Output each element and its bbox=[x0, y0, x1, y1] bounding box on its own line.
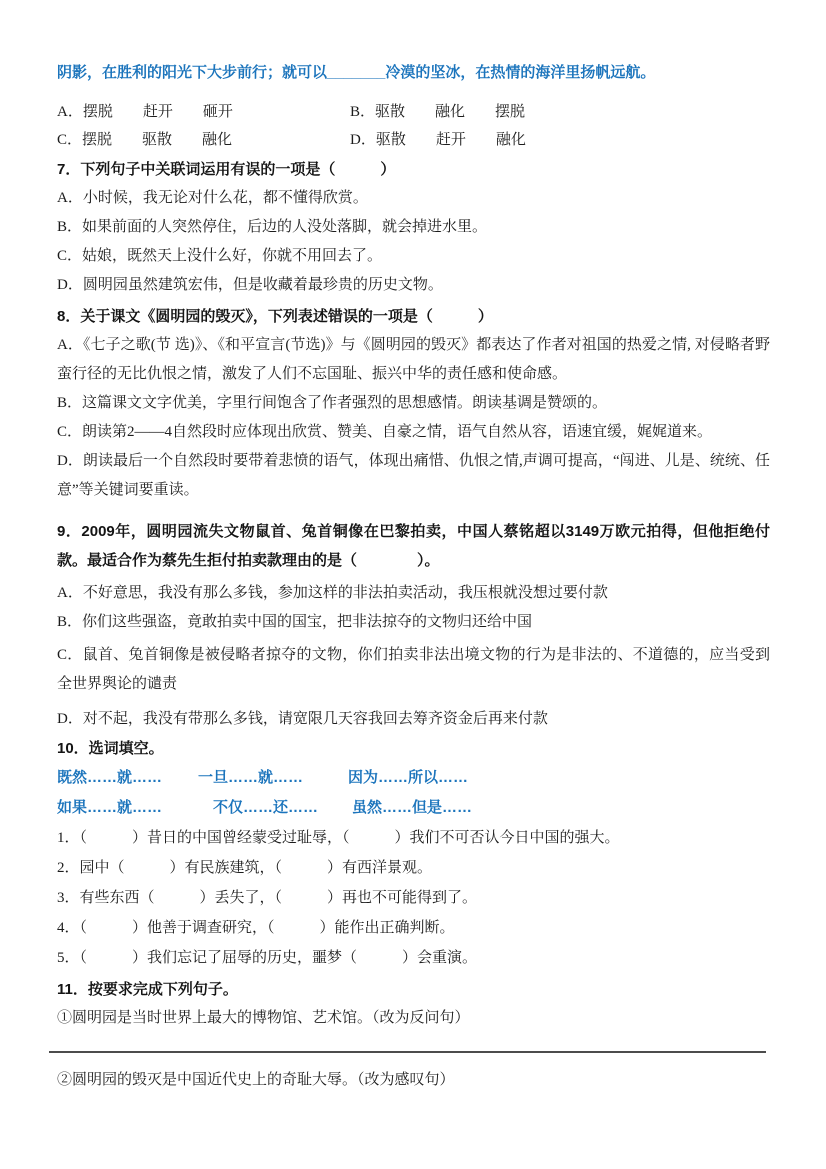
q9-option-c: C．鼠首、兔首铜像是被侵略者掠夺的文物，你们拍卖非法出境文物的行为是非法的、不道德的，应当受到全世界舆论的谴责 bbox=[57, 647, 770, 692]
q11-title: 11．按要求完成下列句子。 bbox=[57, 981, 238, 998]
q9-option-a: A．不好意思，我没有那么多钱，参加这样的非法拍卖活动，我压根就没想过要付款 bbox=[57, 585, 608, 601]
q9-option-b: B．你们这些强盗，竟敢拍卖中国的国宝，把非法掠夺的文物归还给中国 bbox=[57, 614, 533, 630]
q10-item-2: 2．园中（ ）有民族建筑，（ ）有西洋景观。 bbox=[57, 860, 433, 876]
q7-option-d: D．圆明园虽然建筑宏伟，但是收藏着最珍贵的历史文物。 bbox=[57, 277, 443, 293]
q7-title: 7．下列句子中关联词运用有误的一项是（ ） bbox=[57, 161, 396, 178]
q9-option-d: D．对不起，我没有带那么多钱，请宽限几天容我回去筹齐资金后再来付款 bbox=[57, 711, 548, 727]
q6-option-a: A．摆脱 赶开 砸开 bbox=[57, 104, 233, 120]
q6-options-grid bbox=[57, 98, 770, 154]
q11-item-1: ①圆明园是当时世界上最大的博物馆、艺术馆。（改为反问句） bbox=[57, 1010, 470, 1026]
word-bank-phrase-5: 不仅……还…… bbox=[213, 799, 319, 816]
q7-option-a: A．小时候，我无论对什么花，都不懂得欣赏。 bbox=[57, 190, 368, 206]
q11-item-2: ②圆明园的毁灭是中国近代史上的奇耻大辱。（改为感叹句） bbox=[57, 1072, 455, 1088]
q6-stem-continuation: 阴影，在胜利的阳光下大步前行；就可以_______冷漠的坚冰，在热情的海洋里扬帆远航。 bbox=[57, 64, 656, 81]
q6-option-c: C．摆脱 驱散 融化 bbox=[57, 132, 233, 148]
q8-title: 8．关于课文《圆明园的毁灭》，下列表述错误的一项是（ ） bbox=[57, 308, 493, 325]
q10-item-1: 1．（ ）昔日的中国曾经蒙受过耻辱，（ ）我们不可否认今日中国的强大。 bbox=[57, 830, 620, 846]
q10-item-4: 4．（ ）他善于调查研究，（ ）能作出正确判断。 bbox=[57, 920, 455, 936]
q6-option-d: D．驱散 赶开 融化 bbox=[350, 132, 526, 148]
q7-option-b: B．如果前面的人突然停住，后边的人没处落脚，就会掉进水里。 bbox=[57, 219, 488, 235]
word-bank-phrase-6: 虽然……但是…… bbox=[352, 799, 473, 816]
q10-item-5: 5．（ ）我们忘记了屈辱的历史，噩梦（ ）会重演。 bbox=[57, 950, 478, 966]
q10-item-3: 3．有些东西（ ）丢失了，（ ）再也不可能得到了。 bbox=[57, 890, 478, 906]
q8-option-a: A．《七子之歌(节 选)》、《和平宣言(节选)》与《圆明园的毁灭》都表达了作者对祖国的热爱之情, 对侵略者野蛮行径的无比仇恨之情，激发了人们不忘国耻、振兴中华的责任感和使命感。 bbox=[57, 337, 770, 382]
q10-word-bank-row-1 bbox=[57, 763, 770, 793]
q9-stem: 9．2009年，圆明园流失文物鼠首、兔首铜像在巴黎拍卖，中国人蔡铭超以3149万欧元拍得，但他拒绝付款。最适合作为蔡先生拒付拍卖款理由的是（ ）。 bbox=[57, 523, 770, 569]
q7-option-c: C．姑娘，既然天上没什么好，你就不用回去了。 bbox=[57, 248, 383, 264]
word-bank-phrase-4: 如果……就…… bbox=[57, 799, 163, 816]
q8-option-d: D．朗读最后一个自然段时要带着悲愤的语气，体现出痛惜、仇恨之情,声调可提高，“闯进、儿是、统统、任意”等关键词要重读。 bbox=[57, 453, 770, 498]
q10-title: 10．选词填空。 bbox=[57, 740, 164, 757]
answer-line bbox=[49, 1051, 766, 1053]
q8-option-b: B．这篇课文文字优美，字里行间饱含了作者强烈的思想感情。朗读基调是赞颂的。 bbox=[57, 395, 608, 411]
q8-option-c: C．朗读第2——4自然段时应体现出欣赏、赞美、自豪之情，语气自然从容，语速宜缓，娓娓道来。 bbox=[57, 424, 713, 440]
word-bank-phrase-1: 既然……就…… bbox=[57, 769, 163, 786]
word-bank-phrase-2: 一旦……就…… bbox=[198, 769, 304, 786]
q10-word-bank-row-2 bbox=[57, 793, 770, 823]
word-bank-phrase-3: 因为……所以…… bbox=[348, 769, 469, 786]
q6-option-b: B．驱散 融化 摆脱 bbox=[350, 104, 526, 120]
